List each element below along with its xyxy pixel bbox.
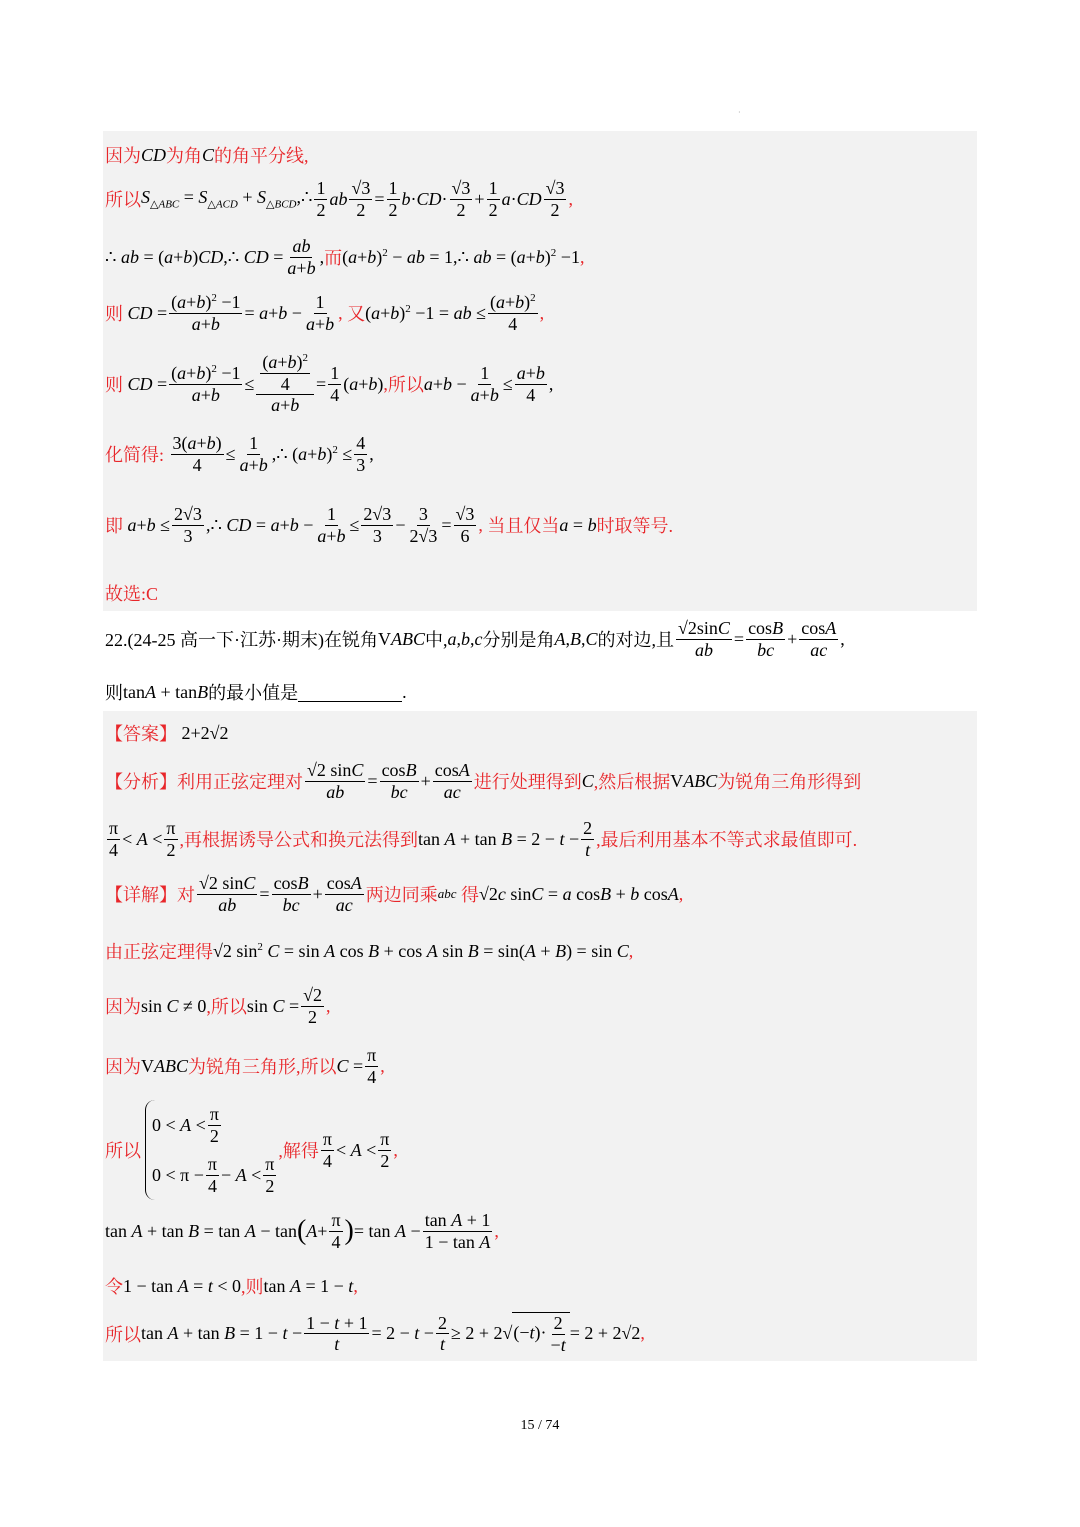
answer-line: 【答案】 2+2√2 — [105, 722, 229, 744]
question-22-line-2: 则 tanA + tanB 的最小值是 . — [105, 681, 407, 703]
solution-block-22 — [103, 711, 977, 1361]
corner-mark: · — [738, 108, 741, 117]
prev-line-4: 则 CD = $\frac{(a+b)^2 -1}{a+b}$ = a+b − $\frac{1}{a+b}$ , 又 $(a+b)^2 -1$ = ab ≤ $\frac{(a+b)^2}{4}$ , — [105, 292, 545, 334]
detail-line-2: 由正弦定理得 √2 $\sin^2 C = \sin A$ cos B + cos A sin B = sin(A + B) = sin C , — [105, 940, 634, 962]
detail-line-8: 所以 tan A + tan B = 1 − t − $\frac{1 - t + 1}{t}$ = 2 − t − $\frac{2}{t}$ ≥ 2 + 2√ (−t)· $\frac{2}{-t}$ = 2 + 2√2 , — [105, 1312, 645, 1355]
detail-line-4: 因为 VABC 为锐角三角形,所以 C = $\frac{\pi}{4}$ , — [105, 1045, 385, 1087]
detail-line-5: 所以 0 < A < $\frac{\pi}{2}$ 0 < π − $\frac{\pi}{4}$ − A < $\frac{\pi}{2}$ ,解得 $\frac{\pi}{4}$ < A < $\frac{\pi}{2}$ , — [105, 1100, 398, 1200]
analysis-line-2: $\frac{\pi}{4}$ < A < $\frac{\pi}{2}$ ,再根据诱导公式和换元法得到 tan A + tan B = 2 − t − $\frac{2}{t}$ ,最后利用基本不等式求最值即可. — [109, 818, 858, 860]
prev-line-6: 化简得: $\frac{3(a+b)}{4}$ ≤ $\frac{1}{a+b}$ ,∴ $(a+b)^2$ ≤ $\frac{4}{3}$ , — [105, 433, 374, 475]
answer-blank — [298, 683, 402, 702]
prev-line-7: 即 a+b ≤ $\frac{2√3}{3}$ ,∴ CD = a+b − $\frac{1}{a+b}$ ≤ $\frac{2√3}{3}$ − $\frac{3}{2√3}$ = $\frac{√3}{6}$ , 当且仅当 a = b 时取等号. — [105, 504, 674, 546]
page-number: 15 / 74 — [520, 1418, 560, 1433]
prev-line-2: 所以 $S_{\triangle ABC} = S_{\triangle ACD}$ + $S_{\triangle BCD},\therefore$ $\frac{1}{2}$ ab $\frac{√3}{2}$ = $\frac{1}{2}$ b · CD · $\frac{√3}{2}$ + $\frac{1}{2}$ a · CD $\frac{√3}{2}$ , — [105, 178, 573, 220]
analysis-line-1: 【分析】 利用正弦定理对 $\frac{√2 \sin C}{ab}$ = $\frac{\cos B}{bc}$ + $\frac{\cos A}{ac}$ 进行处理得到 C ,然后根据 VABC 为锐角三角形得到 — [105, 760, 862, 802]
detail-line-1: 【详解】 对 $\frac{√2 \sin C}{ab}$ = $\frac{\cos B}{bc}$ + $\frac{\cos A}{ac}$ 两边同乘 abc 得 √2c sinC = a cosB + b cosA , — [105, 873, 684, 915]
prev-line-8: 故选:C — [105, 584, 159, 604]
detail-line-3: 因为 sin C ≠ 0 ,所以 sin C = $\frac{√2}{2}$ , — [105, 985, 331, 1027]
system-brace: 0 < A < $\frac{\pi}{2}$ 0 < π − $\frac{\pi}{4}$ − A < $\frac{\pi}{2}$ — [145, 1100, 278, 1200]
question-22-line-1: 22.(24-25 高一下·江苏·期末)在锐角 VABC 中, a,b,c 分别是角 A,B,C 的对边,且 $\frac{√2\sin C}{ab}$ = $\frac{\cos B}{bc}$ + $\frac{\cos A}{ac}$ , — [105, 618, 845, 660]
prev-line-1: 因为 CD 为角 C 的角平分线, — [105, 144, 309, 166]
prev-line-3: ∴ ab = (a+b)CD,∴ CD = $\frac{ab}{a+b}$ , 而 $(a+b)^2$ − ab = 1,∴ ab = $(a+b)^2 -1$ , — [105, 236, 585, 278]
detail-line-7: 令 1 − tan A = t < 0 ,则 tan A = 1 − t , — [105, 1275, 358, 1297]
detail-line-6: tan A + tan B = tan A − tan ( A + $\frac{\pi}{4}$ ) = tan A − $\frac{\text{tan A + 1}}{\text{1 − tan A}}$ , — [105, 1210, 499, 1252]
prev-line-5: 则 CD = $\frac{(a+b)^2 -1}{a+b}$ ≤ $\frac{\frac{(a+b)^2}{4}}{a+b}$ = $\frac{1}{4}$ (a+b) , 所以 a+b − $\frac{1}{a+b}$ ≤ $\frac{a+b}{4}$ , — [105, 352, 554, 416]
